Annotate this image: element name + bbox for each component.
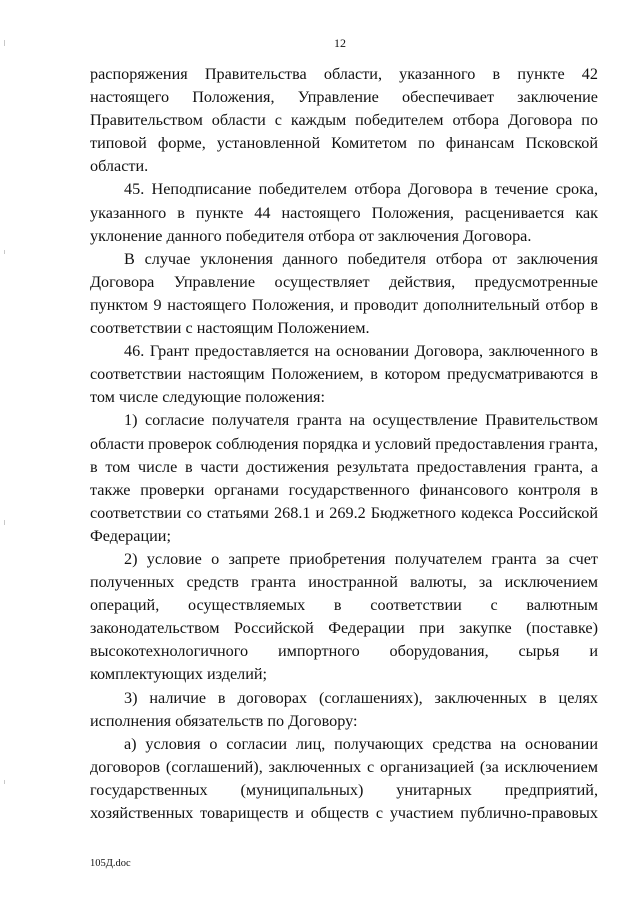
paragraph: 3) наличие в договорах (соглашениях), заключенных в целях исполнения обязательств по Договору: xyxy=(90,688,598,730)
scan-speck xyxy=(4,250,5,254)
paragraph: В случае уклонения данного победителя отбора от заключения Договора Управление осуществляет действия, предусмотренные пунктом 9 настоящего Положения, и проводит дополнительный отбор в соответствии с настоящим Положением. xyxy=(90,249,598,338)
page-number: 12 xyxy=(334,36,346,50)
document-body xyxy=(90,63,598,825)
paragraph: а) условия о согласии лиц, получающих средства на основании договоров (соглашений), заключенных с организацией (за исключением государственных (муниципальных) унитарных предприятий, хозяйственных товариществ и обществ с участием публично-правовых xyxy=(90,734,598,822)
paragraph: 45. Неподписание победителем отбора Договора в течение срока, указанного в пункте 44 настоящего Положения, расценивается как уклонение данного победителя отбора от заключения Договора. xyxy=(90,180,598,245)
paragraph: 2) условие о запрете приобретения получателем гранта за счет полученных средств гранта иностранной валюты, за исключением операций, осуществляемых в соответствии с валютным законодательством Российской Федерации при закупке (поставке) высокотехнологичного импортного оборудования, сырья и комплектующих изделий; xyxy=(90,549,598,684)
paragraph: распоряжения Правительства области, указанного в пункте 42 настоящего Положения, Управление обеспечивает заключение Правительством области с каждым победителем отбора Договора по типовой форме, установленной Комитетом по финансам Псковской области. xyxy=(90,65,598,176)
paragraph: 46. Грант предоставляется на основании Договора, заключенного в соответствии настоящим Положением, в котором предусматриваются в том числе следующие положения: xyxy=(90,342,598,407)
paragraph: 1) согласие получателя гранта на осуществление Правительством области проверок соблюдения порядка и условий предоставления гранта, в том числе в части достижения результата предоставления гранта, а также проверки органами государственного финансового контроля в соответствии со статьями 268.1 и 269.2 Бюджетного кодекса Российской Федерации; xyxy=(90,411,598,545)
scan-speck xyxy=(4,520,5,525)
footer-filename: 105Д.doc xyxy=(90,858,131,869)
scan-speck xyxy=(4,780,5,784)
